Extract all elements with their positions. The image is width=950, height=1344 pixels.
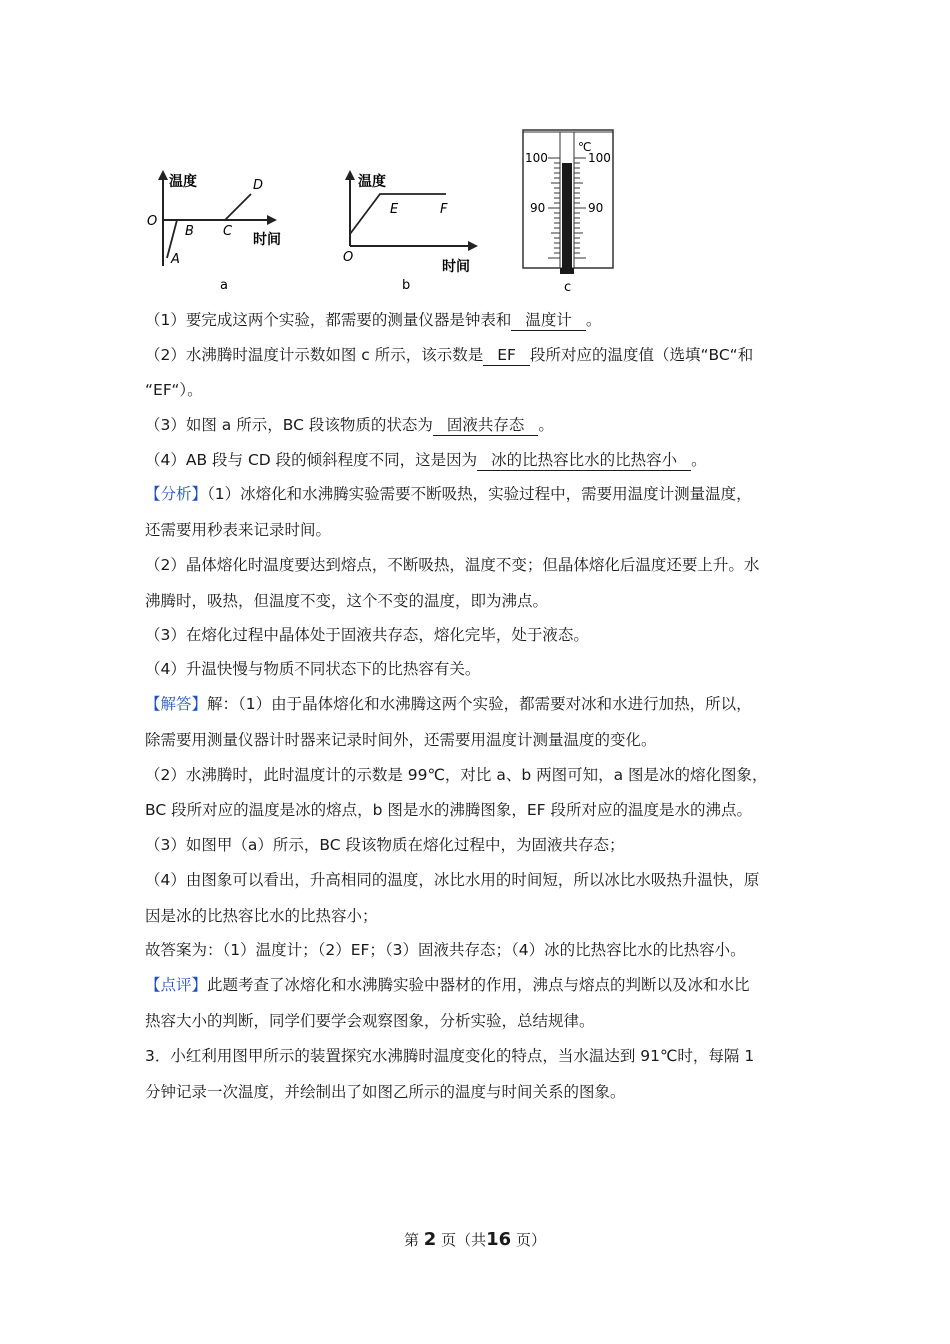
segment-cd	[225, 194, 251, 220]
analysis-line-4: 沸腾时，吸热，但温度不变，这个不变的温度，即为沸点。	[145, 592, 549, 610]
solution-line-5: （3）如图甲（a）所示，BC 段该物质在熔化过程中，为固液共存态；	[145, 836, 625, 854]
comment-line-1: 【点评】此题考查了冰熔化和水沸腾实验中器材的作用，沸点与熔点的判断以及冰和水比	[145, 976, 750, 994]
page-footer: 第 2 页（共16 页）	[404, 1229, 546, 1250]
analysis-line-2: 还需要用秒表来记录时间。	[145, 521, 332, 539]
solution-line-6: （4）由图象可以看出，升高相同的温度，冰比水用的时间短，所以冰比水吸热升温快，原	[145, 871, 760, 889]
caption-b: b	[402, 278, 411, 293]
solution-line-2: 除需要用测量仪器计时器来记录时间外，还需要用温度计测量温度的变化。	[145, 731, 657, 749]
x-axis-arrow	[267, 215, 277, 225]
question-2-cont: “EF“）。	[145, 381, 203, 399]
point-a-label: A	[171, 252, 180, 267]
point-f-label: F	[440, 202, 448, 217]
point-d-label: D	[253, 178, 264, 193]
y-axis-label: 温度	[358, 174, 386, 190]
page-total: 16	[486, 1229, 512, 1250]
thermometer-bottom	[560, 268, 574, 274]
problem-3-line-1: 3．小红利用图甲所示的装置探究水沸腾时温度变化的特点，当水温达到 91℃时，每隔 1	[145, 1047, 755, 1065]
unit-label: ℃	[578, 140, 592, 154]
answer-blank-3: 固液共存态	[433, 415, 539, 436]
question-1: （1）要完成这两个实验，都需要的测量仪器是钟表和 温度计 。	[145, 311, 602, 329]
tick-90-left: 90	[530, 201, 546, 215]
x-axis-arrow	[468, 241, 478, 251]
question-3: （3）如图 a 所示，BC 段该物质的状态为 固液共存态 。	[145, 416, 554, 434]
answer-blank-1: 温度计	[511, 310, 586, 331]
answer-blank-2: EF	[483, 345, 530, 366]
point-c-label: C	[223, 224, 233, 239]
y-axis-arrow	[158, 170, 168, 180]
analysis-line-6: （4）升温快慢与物质不同状态下的比热容有关。	[145, 660, 481, 678]
tick-100-right: 100	[588, 151, 611, 165]
analysis-line-5: （3）在熔化过程中晶体处于固液共存态，熔化完毕，处于液态。	[145, 626, 589, 644]
figure-c	[520, 127, 620, 297]
comment-tag: 【点评】	[145, 976, 208, 994]
analysis-tag: 【分析】	[145, 485, 208, 503]
origin-label: O	[343, 250, 354, 265]
figure-b	[338, 168, 483, 293]
question-4: （4）AB 段与 CD 段的倾斜程度不同，这是因为 冰的比热容比水的比热容小 。	[145, 451, 707, 469]
caption-a: a	[220, 278, 228, 293]
point-e-label: E	[390, 202, 399, 217]
tick-90-right: 90	[588, 201, 604, 215]
mercury-column	[562, 163, 572, 268]
problem-3-line-2: 分钟记录一次温度，并绘制出了如图乙所示的温度与时间关系的图象。	[145, 1083, 626, 1101]
tick-100-left: 100	[525, 151, 548, 165]
x-axis-label: 时间	[442, 259, 470, 275]
answer-blank-4: 冰的比热容比水的比热容小	[477, 450, 691, 471]
y-axis-label: 温度	[169, 174, 197, 190]
caption-c: c	[564, 280, 572, 295]
point-b-label: B	[185, 224, 194, 239]
analysis-line-1: 【分析】（1）冰熔化和水沸腾实验需要不断吸热，实验过程中，需要用温度计测量温度，	[145, 485, 752, 503]
comment-line-2: 热容大小的判断，同学们要学会观察图象，分析实验，总结规律。	[145, 1012, 595, 1030]
analysis-line-3: （2）晶体熔化时温度要达到熔点，不断吸热，温度不变；但晶体熔化后温度还要上升。水	[145, 556, 760, 574]
x-axis-label: 时间	[253, 232, 281, 248]
solution-line-8: 故答案为：（1）温度计；（2）EF；（3）固液共存态；（4）冰的比热容比水的比热容小。	[145, 941, 746, 959]
solution-line-3: （2）水沸腾时，此时温度计的示数是 99℃，对比 a、b 两图可知，a 图是冰的熔化图象，	[145, 766, 768, 784]
figure-a	[145, 168, 285, 293]
solution-line-4: BC 段所对应的温度是冰的熔点，b 图是水的沸腾图象，EF 段所对应的温度是水的沸点。	[145, 801, 753, 819]
y-axis-arrow	[345, 170, 355, 180]
origin-label: O	[147, 214, 158, 229]
page-number: 2	[423, 1229, 437, 1250]
solution-tag: 【解答】	[145, 695, 208, 713]
solution-line-7: 因是冰的比热容比水的比热容小；	[145, 907, 378, 925]
question-2: （2）水沸腾时温度计示数如图 c 所示，该示数是 EF 段所对应的温度值（选填“BC“和	[145, 346, 754, 364]
solution-line-1: 【解答】解：（1）由于晶体熔化和水沸腾这两个实验，都需要对冰和水进行加热，所以，	[145, 695, 752, 713]
